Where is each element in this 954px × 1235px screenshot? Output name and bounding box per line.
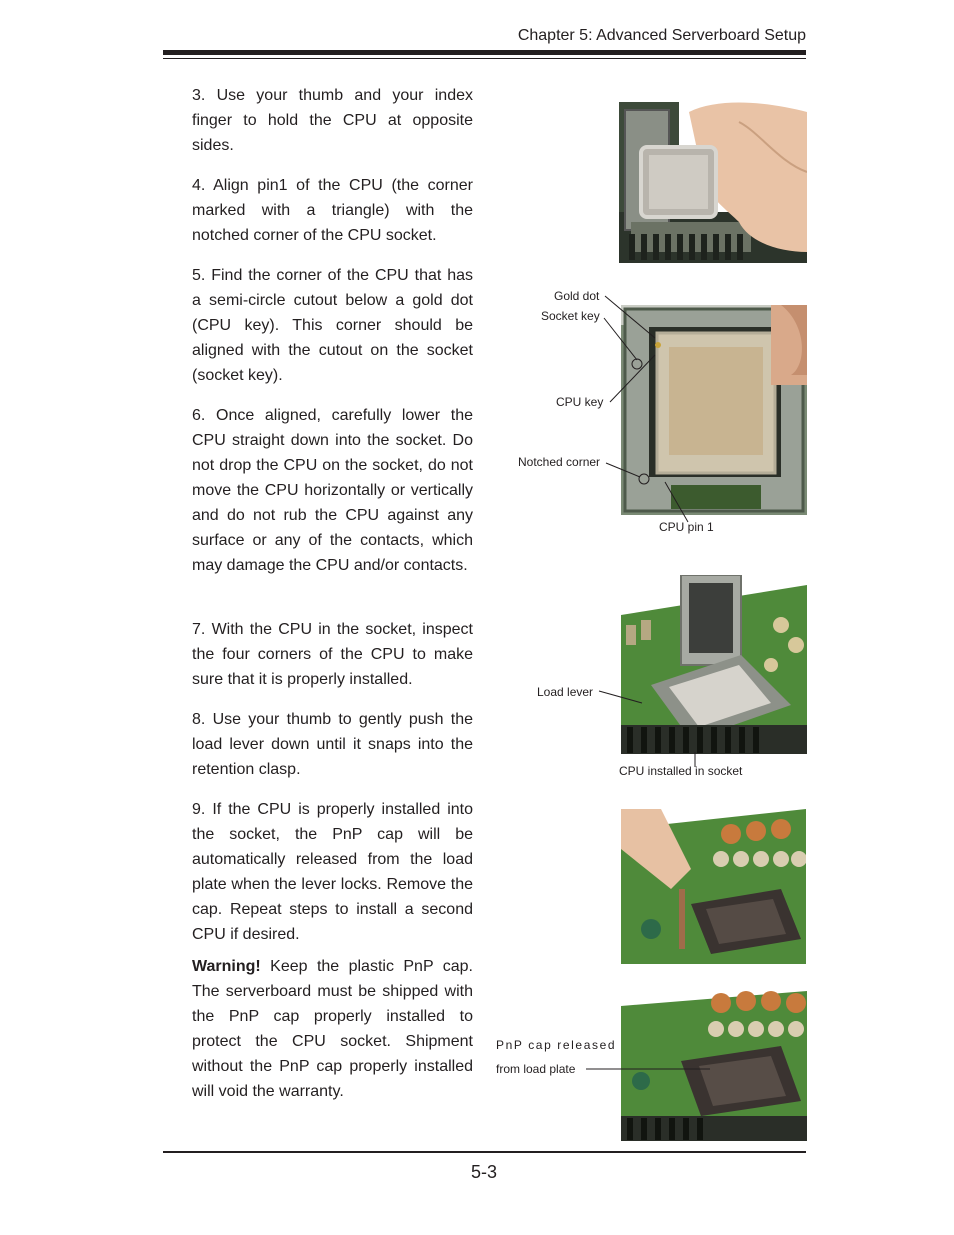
photo-pnp-cap-released: [621, 991, 807, 1141]
page-number: 5-3: [471, 1162, 498, 1182]
label-socket-key: Socket key: [541, 309, 600, 323]
header-rule-thick: [163, 50, 806, 55]
step-6: 6. Once aligned, carefully lower the CPU straight down into the socket. Do not drop the CPU on the socket, do not move the CPU horizontally or vertically and do not rub the CPU against any surface or any of the contacts, which may damage the CPU and/or contacts.: [192, 407, 473, 574]
header-rule-thin: [163, 58, 806, 59]
photo-cpu-installed: [621, 575, 807, 754]
warning-text: Keep the plastic PnP cap. The serverboard must be shipped with the PnP cap properly installed to protect the CPU socket. Shipment without the PnP cap properly installed will void the warranty.: [192, 958, 473, 1100]
label-pnp-cap-line1: PnP cap released: [496, 1038, 617, 1052]
label-load-lever: Load lever: [537, 685, 594, 699]
label-gold-dot: Gold dot: [554, 289, 600, 303]
label-pnp-cap-line2: from load plate: [496, 1062, 576, 1076]
step-9: 9. If the CPU is properly installed into the socket, the PnP cap will be automatically released from the load plate when the lever locks. Remove the cap. Repeat steps to install a second CPU if desired.: [192, 801, 473, 943]
chapter-header: Chapter 5: Advanced Serverboard Setup: [517, 27, 806, 44]
warning-label: Warning!: [192, 958, 261, 975]
label-cpu-installed: CPU installed in socket: [619, 764, 743, 778]
step-7: 7. With the CPU in the socket, inspect the four corners of the CPU to make sure that it is properly installed.: [192, 621, 473, 688]
label-cpu-key: CPU key: [556, 395, 604, 409]
step-3: 3. Use your thumb and your index finger to hold the CPU at opposite sides.: [192, 87, 473, 154]
label-notched-corner: Notched corner: [518, 455, 601, 469]
step-4: 4. Align pin1 of the CPU (the corner marked with a triangle) with the notched corner of the CPU socket.: [192, 177, 473, 244]
warning-note: [192, 954, 473, 1104]
footer-rule: [163, 1151, 806, 1153]
photo-hand-holding-cpu: [619, 102, 807, 263]
photo-remove-pnp-cap: [621, 809, 806, 964]
step-5: 5. Find the corner of the CPU that has a semi-circle cutout below a gold dot (CPU key). This corner should be aligned with the cutout on the socket (socket key).: [192, 267, 473, 384]
step-8: 8. Use your thumb to gently push the load lever down until it snaps into the retention clasp.: [192, 711, 473, 778]
label-cpu-pin1: CPU pin 1: [659, 520, 714, 534]
photo-cpu-socket-closeup: [621, 305, 807, 515]
